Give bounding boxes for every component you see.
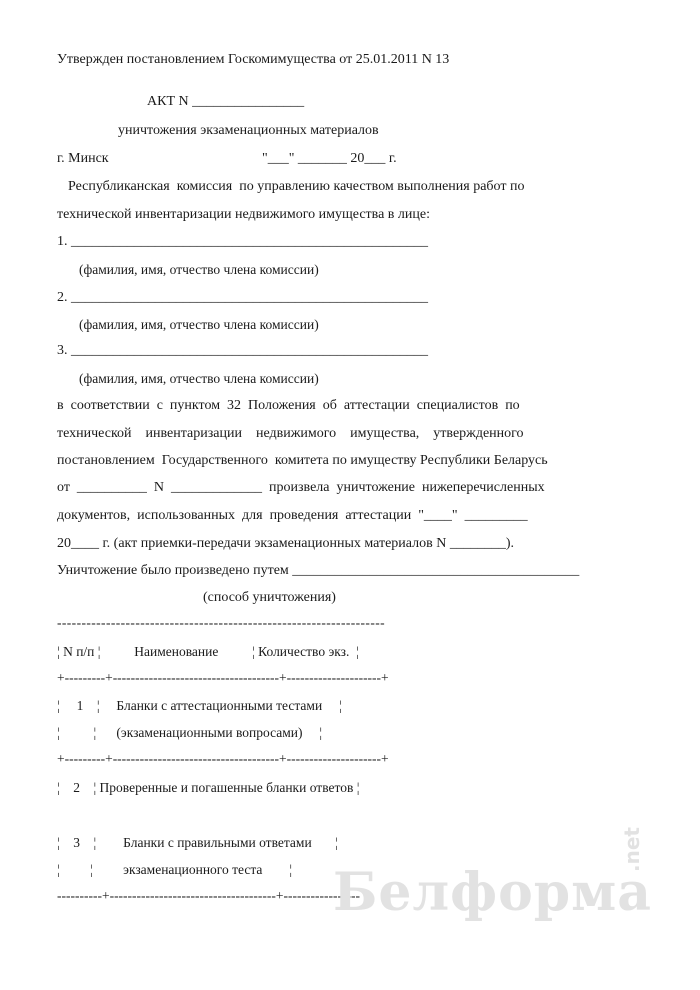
act-date: "___" _______ 20___ г. (262, 151, 397, 166)
body-line-5: документов, использованных для проведения аттестации "____" _________ (57, 508, 528, 523)
city: г. Минск (57, 151, 109, 166)
body-line-2: технической инвентаризации недвижимого имущества, утвержденного (57, 426, 524, 441)
table-row-1b: ¦ ¦ (экзаменационными вопросами) ¦ (57, 725, 323, 740)
table-row-3b: ¦ ¦ экзаменационного теста ¦ (57, 862, 293, 877)
member-line-2: 2. ___________________________________________________ (57, 290, 428, 305)
member-caption-3: (фамилия, имя, отчество члена комиссии) (79, 371, 319, 386)
intro-line-2: технической инвентаризации недвижимого имущества в лице: (57, 207, 430, 222)
act-title: АКТ N ________________ (147, 94, 305, 109)
body-line-3: постановлением Государственного комитета по имуществу Республики Беларусь (57, 453, 548, 468)
member-line-1: 1. ___________________________________________________ (57, 234, 428, 249)
table-header-row: ¦ N п/п ¦ Наименование ¦ Количество экз. ¦ (57, 644, 359, 659)
body-line-6: 20____ г. (акт приемки-передачи экзаменационных материалов N ________). (57, 536, 515, 551)
table-separator-1: +---------+-------------------------------------+---------------------+ (57, 670, 389, 685)
intro-line-1: Республиканская комиссия по управлению качеством выполнения работ по (68, 179, 525, 194)
table-bottom-rule: ----------+-------------------------------------+----------------- (57, 888, 360, 903)
act-subtitle: уничтожения экзаменационных материалов (118, 123, 379, 138)
table-row-2: ¦ 2 ¦ Проверенные и погашенные бланки ответов ¦ (57, 780, 360, 795)
document-header: Утвержден постановлением Госкомимущества от 25.01.2011 N 13 (57, 52, 450, 67)
table-row-1a: ¦ 1 ¦ Бланки с аттестационными тестами ¦ (57, 698, 342, 713)
table-separator-2: +---------+-------------------------------------+---------------------+ (57, 751, 389, 766)
body-line-7: Уничтожение было произведено путем _________________________________________ (57, 563, 580, 578)
watermark-suffix: .net (620, 827, 644, 872)
member-line-3: 3. ___________________________________________________ (57, 343, 428, 358)
body-line-4: от __________ N _____________ произвела уничтожение нижеперечисленных (57, 480, 545, 495)
watermark-logo: Белформа (333, 862, 652, 923)
body-line-1: в соответствии с пунктом 32 Положения об аттестации специалистов по (57, 398, 520, 413)
method-caption: (способ уничтожения) (203, 590, 336, 605)
member-caption-2: (фамилия, имя, отчество члена комиссии) (79, 317, 319, 332)
table-row-3a: ¦ 3 ¦ Бланки с правильными ответами ¦ (57, 835, 339, 850)
table-top-rule: ------------------------------------------------------------------- (57, 615, 386, 630)
member-caption-1: (фамилия, имя, отчество члена комиссии) (79, 262, 319, 277)
